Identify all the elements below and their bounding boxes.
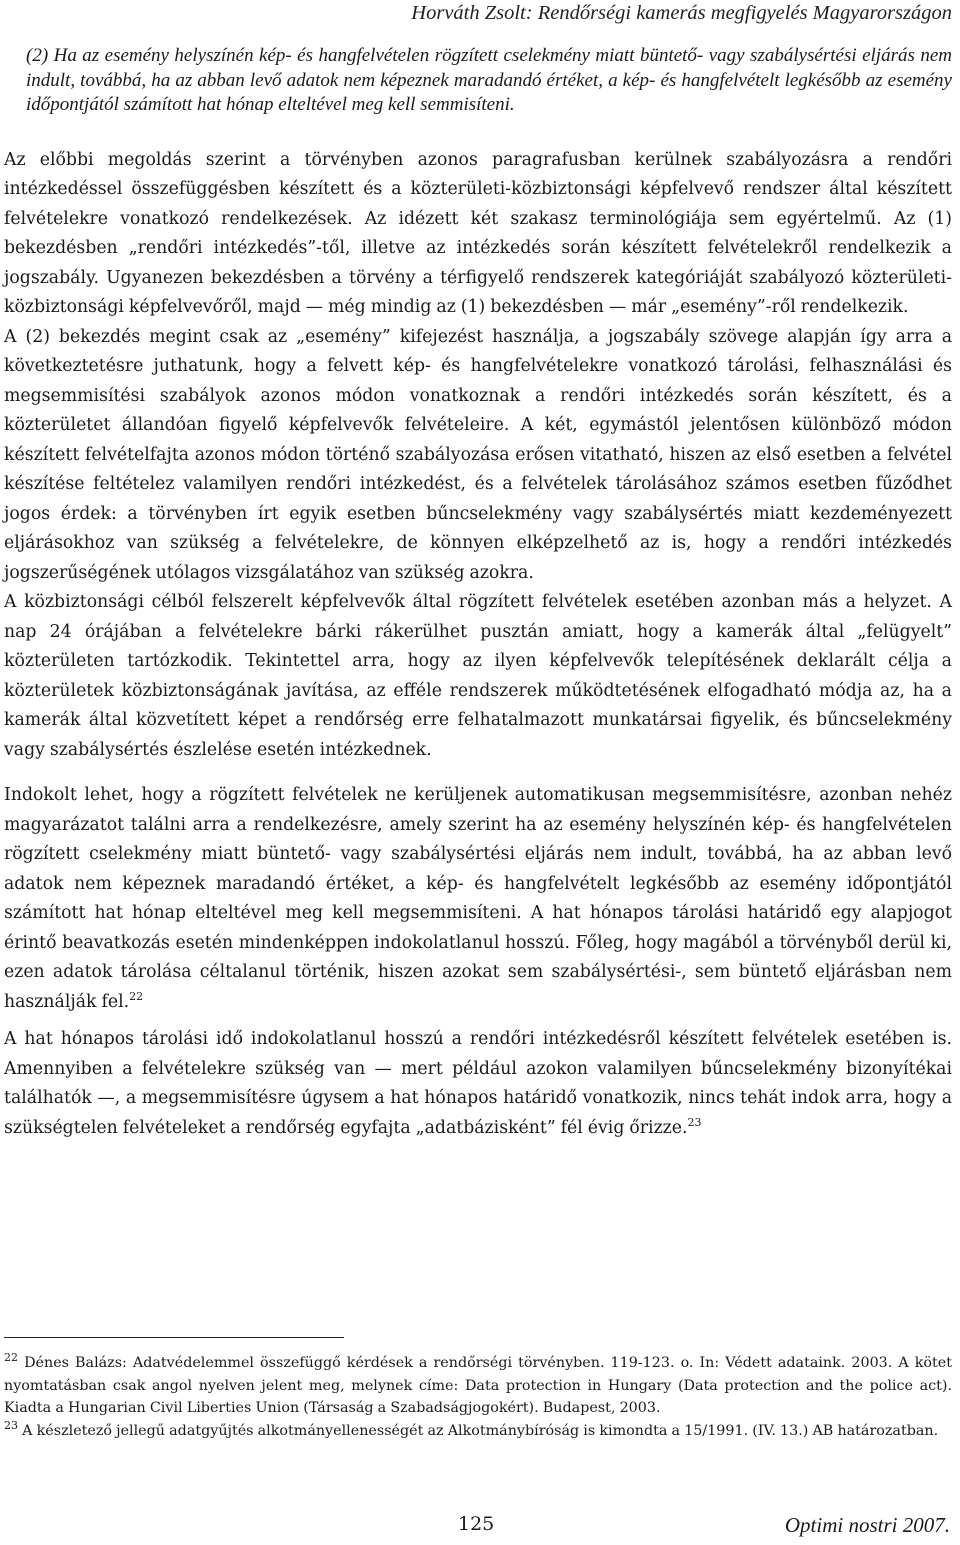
publication-title: Optimi nostri 2007. xyxy=(784,1513,950,1537)
footnote-23 xyxy=(4,1420,952,1443)
paragraph-4 xyxy=(4,781,952,1017)
footnote-text: A készletező jellegű adatgyűjtés alkotmányellenességét az Alkotmánybíróság is kimondta a 15/1991. (IV. 13.) AB határozatban. xyxy=(22,1422,939,1439)
paragraph-4-text: Indokolt lehet, hogy a rögzített felvételek ne kerüljenek automatikusan megsemmisítésre, azonban nehéz magyarázatot találni arra a rendelkezésre, amely szerint ha az esemény helyszínén kép- és hangfelvételen rögzített cselekmény miatt büntető- vagy szabálysértési eljárás nem indult, továbbá, ha az abban levő adatok nem képeznek maradandó értéket, a kép- és hangfelvételt legkésőbb az esemény időpontjától számított hat hónap elteltével meg kell megsemmisíteni. A hat hónapos tárolási határidő egy alapjogot érintő beavatkozás esetén mindenképpen indokolatlanul hosszú. Főleg, hogy magából a törvényből derül ki, ezen adatok tárolása céltalanul történik, hiszen azokat sem szabálysértési-, sem büntető eljárásban nem használják fel. xyxy=(4,785,952,1012)
footnote-ref-22[interactable]: 22 xyxy=(129,990,144,1004)
paragraph-3: A közbiztonsági célból felszerelt képfelvevők által rögzített felvételek esetében azonban más a helyzet. A nap 24 órájában a felvételekre bárki rákerülhet pusztán amiatt, hogy a kamerák által „felügyelt” közterületen tartózkodik. Tekintettel arra, hogy az ilyen képfelvevők telepítésének deklarált célja a közterületek közbiztonságának javítása, az efféle rendszerek működtetésének elfogadható módja az, ha a kamerák által közvetített képet a rendőrség erre felhatalmazott munkatársai figyelik, és bűncselekmény vagy szabálysértés észlelése esetén intézkednek. xyxy=(4,592,952,760)
paragraph-1: Az előbbi megoldás szerint a törvényben azonos paragrafusban kerülnek szabályozásra a rendőri intézkedéssel összefüggésben készített és a közterületi-közbiztonsági képfelvevő rendszer által készített felvételekre vonatkozó rendelkezések. Az idézett két szakasz terminológiája sem egyértelmű. Az (1) bekezdésben „rendőri intézkedés”-től, illetve az intézkedés során készített felvételekről rendelkezik a jogszabály. Ugyanezen bekezdésben a törvény a térfigyelő rendszerek kategóriáját szabályozó közterületi-közbiztonsági képfelvevőről, majd — még mindig az (1) bekezdésben — már „esemény”-ről rendelkezik. xyxy=(4,149,952,318)
paragraph-5-text: A hat hónapos tárolási idő indokolatlanul hosszú a rendőri intézkedésről készített felvételek esetében is. Amennyiben a felvételekre szükség van — mert például azokon valamilyen bűncselekmény bizonyítékai találhatók —, a megsemmisítésre úgysem a hat hónapos határidő vonatkozik, nincs tehát indok arra, hogy a szükségtelen felvételeket a rendőrség egyfajta „adatbázisként” fél évig őrizze. xyxy=(4,1029,952,1138)
footnote-divider xyxy=(4,1337,344,1338)
paragraph-2: A (2) bekezdés megint csak az „esemény” kifejezést használja, a jogszabály szövege alapján így arra a következtetésre juthatunk, hogy a felvett kép- és hangfelvételekre vonatkozó tárolási, felhasználási és megsemmisítési szabályok azonos módon vonatkoznak a rendőri intézkedés során készített, és a közterületet állandóan figyelő képfelvevők felvételeire. A két, egymástól jelentősen különböző módon készített felvételfajta azonos módon történő szabályozása erősen vitatható, hiszen az első esetben a felvétel készítése feltételez valamilyen rendőri intézkedést, és a felvételek tárolásához számos esetben fűződhet jogos érdek: a törvényben írt egyik esetben bűncselekmény vagy szabálysértés miatt kezdeményezett eljárásokhoz van szükség a felvételekre, de könnyen elképzelhető az is, hogy a rendőri intézkedés jogszerűségének utólagos vizsgálatához van szükség azokra. xyxy=(4,326,952,583)
page-number: 125 xyxy=(458,1513,495,1535)
footnote-ref-23[interactable]: 23 xyxy=(687,1116,702,1130)
footnote-text: Dénes Balázs: Adatvédelemmel összefüggő kérdések a rendőrségi törvényben. 119-123. o. In: Védett adataink. 2003. A kötet nyomtatásban csak angol nyelven jelent meg, melynek címe: Data protection in Hungary (Data protection and the police act). Kiadta a Hungarian Civil Liberties Union (Társaság a Szabadságjogokért). Budapest, 2003. xyxy=(4,1355,952,1416)
footnote-number: 22 xyxy=(4,1351,18,1365)
footnote-22 xyxy=(4,1352,952,1420)
footnote-number: 23 xyxy=(4,1418,18,1432)
running-header: Horváth Zsolt: Rendőrségi kamerás megfigyelés Magyarországon xyxy=(411,2,952,24)
paragraph-5 xyxy=(4,1025,952,1143)
footnotes xyxy=(4,1352,952,1442)
main-text xyxy=(4,44,952,1143)
law-quote: (2) Ha az esemény helyszínén kép- és hangfelvételen rögzített cselekmény miatt büntető- vagy szabálysértési eljárás nem indult, továbbá, ha az abban levő adatok nem képeznek maradandó értéket, a kép- és hangfelvételt legkésőbb az esemény időpontjától számított hat hónap elteltével meg kell semmisíteni. xyxy=(26,45,952,116)
